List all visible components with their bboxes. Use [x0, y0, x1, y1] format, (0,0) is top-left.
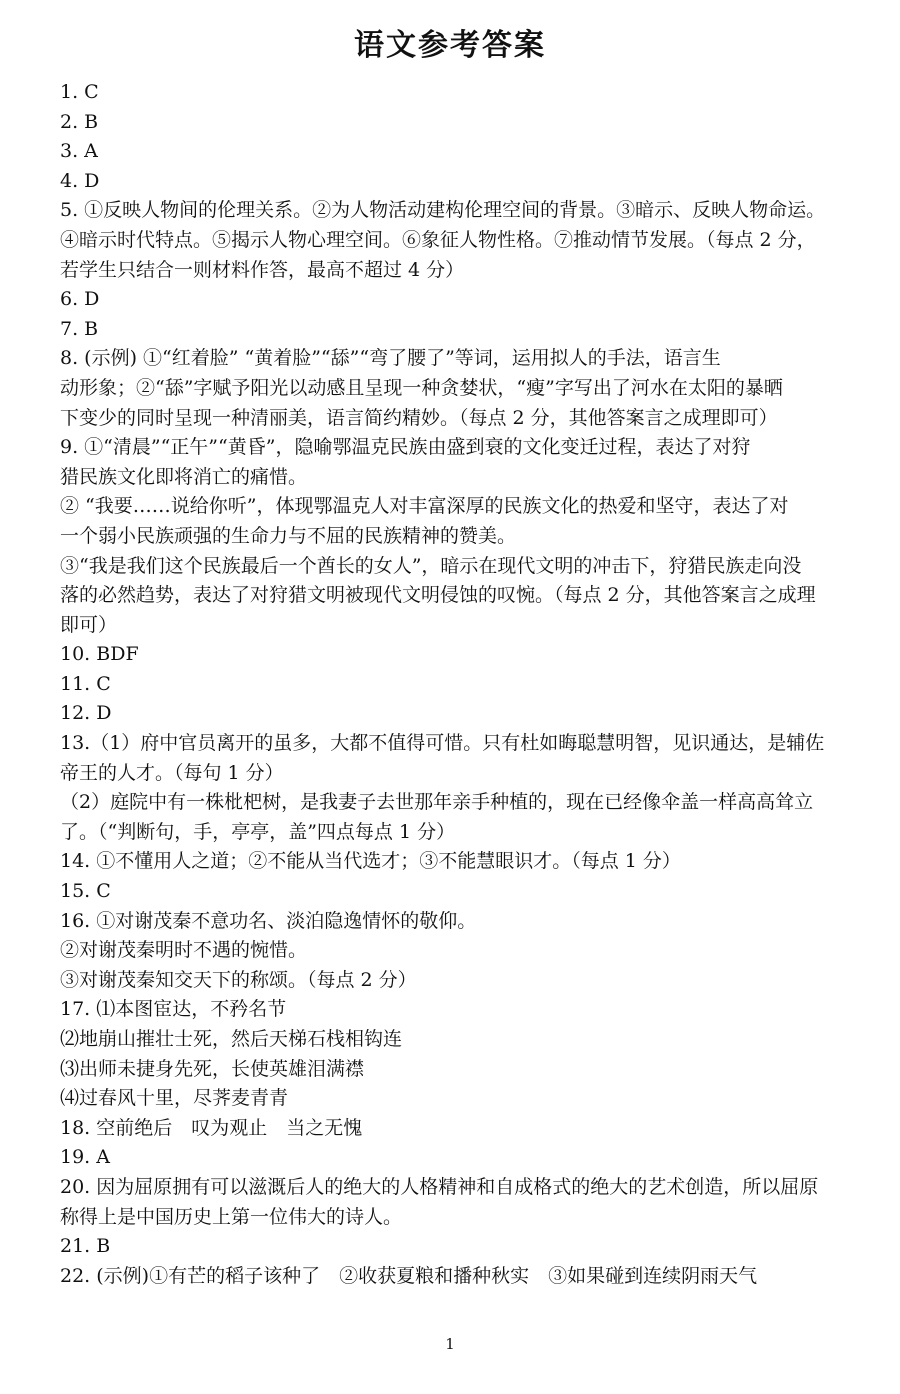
answer-line: 3. A [60, 140, 98, 163]
answer-line: 动形象；②“舔”字赋予阳光以动感且呈现一种贪婪状，“瘦”字写出了河水在太阳的暴晒 [60, 376, 783, 399]
answer-line: 9. ①“清晨”“正午”“黄昏”，隐喻鄂温克民族由盛到衰的文化变迁过程，表达了对狩 [60, 436, 751, 459]
answer-line: 8. (示例) ①“红着脸” “黄着脸”“舔”“弯了腰了”等词，运用拟人的手法，语言生 [60, 347, 721, 370]
answer-line: ⑵地崩山摧壮士死，然后天梯石栈相钩连 [60, 1028, 403, 1050]
answer-line: 2. B [60, 110, 99, 133]
answer-line: 11. C [60, 672, 111, 695]
answer-line: 4. D [60, 169, 100, 192]
answer-line: ⑷过春风十里，尽荠麦青青 [60, 1087, 289, 1110]
answer-line: ③“我是我们这个民族最后一个酋长的女人”，暗示在现代文明的冲击下，狩猎民族走向没 [60, 554, 802, 577]
answer-line: 称得上是中国历史上第一位伟大的诗人。 [60, 1205, 403, 1228]
answer-line: ④暗示时代特点。⑤揭示人物心理空间。⑥象征人物性格。⑦推动情节发展。（每点 2 分， [60, 228, 816, 251]
answer-line: 18. 空前绝后 叹为观止 当之无愧 [60, 1116, 363, 1139]
answer-line: 16. ①对谢茂秦不意功名、淡泊隐逸情怀的敬仰。 [60, 909, 477, 932]
answer-line: 13.（1）府中官员离开的虽多，大都不值得可惜。只有杜如晦聪慧明智，见识通达，是辅佐 [60, 732, 825, 755]
answer-line: 1. C [60, 81, 99, 103]
answer-line: 一个弱小民族顽强的生命力与不屈的民族精神的赞美。 [60, 524, 517, 547]
answer-line: 落的必然趋势，表达了对狩猎文明被现代文明侵蚀的叹惋。（每点 2 分，其他答案言之成理 [60, 584, 816, 607]
answer-line: 下变少的同时呈现一种清丽美，语言简约精妙。（每点 2 分，其他答案言之成理即可） [60, 406, 778, 429]
answer-line: ⑶出师未捷身先死，长使英雄泪满襟 [60, 1057, 365, 1080]
answer-line: 17. ⑴本图宦达，不矜名节 [60, 998, 287, 1021]
answer-list [60, 78, 850, 1291]
page-number: 1 [445, 1335, 455, 1353]
answer-line: 6. D [60, 288, 100, 311]
answer-line: ②对谢茂秦明时不遇的惋惜。 [60, 939, 308, 962]
answer-line: 21. B [60, 1235, 111, 1258]
answer-line: （2）庭院中有一株枇杷树，是我妻子去世那年亲手种植的，现在已经像伞盖一样高高耸立 [60, 791, 814, 814]
answer-line: 7. B [60, 317, 99, 340]
answer-line: 14. ①不懂用人之道；②不能从当代选才；③不能慧眼识才。（每点 1 分） [60, 850, 681, 873]
answer-line: 猎民族文化即将消亡的痛惜。 [60, 465, 308, 488]
answer-line: 若学生只结合一则材料作答，最高不超过 4 分） [60, 258, 465, 281]
answer-line: 12. D [60, 702, 112, 725]
answer-line: 10. BDF [60, 643, 139, 666]
answer-line: 15. C [60, 880, 111, 903]
answer-line: ② “我要……说给你听”，体现鄂温克人对丰富深厚的民族文化的热爱和坚守，表达了对 [60, 495, 789, 518]
answer-line: 即可） [60, 613, 118, 636]
answer-line: 了。（“判断句，手，亭亭，盖”四点每点 1 分） [60, 820, 456, 843]
answer-line: 19. A [60, 1146, 110, 1169]
answer-line: 20. 因为屈原拥有可以滋溉后人的绝大的人格精神和自成格式的绝大的艺术创造，所以屈原 [60, 1175, 819, 1198]
page-title: 语文参考答案 [354, 28, 546, 63]
answer-line: 帝王的人才。（每句 1 分） [60, 761, 284, 784]
answer-line: 22. (示例)①有芒的稻子该种了 ②收获夏粮和播种秋实 ③如果碰到连续阴雨天气 [60, 1264, 758, 1287]
answer-line: ③对谢茂秦知交天下的称颂。（每点 2 分） [60, 968, 417, 991]
answer-line: 5. ①反映人物间的伦理关系。②为人物活动建构伦理空间的背景。③暗示、反映人物命运。 [60, 199, 826, 222]
